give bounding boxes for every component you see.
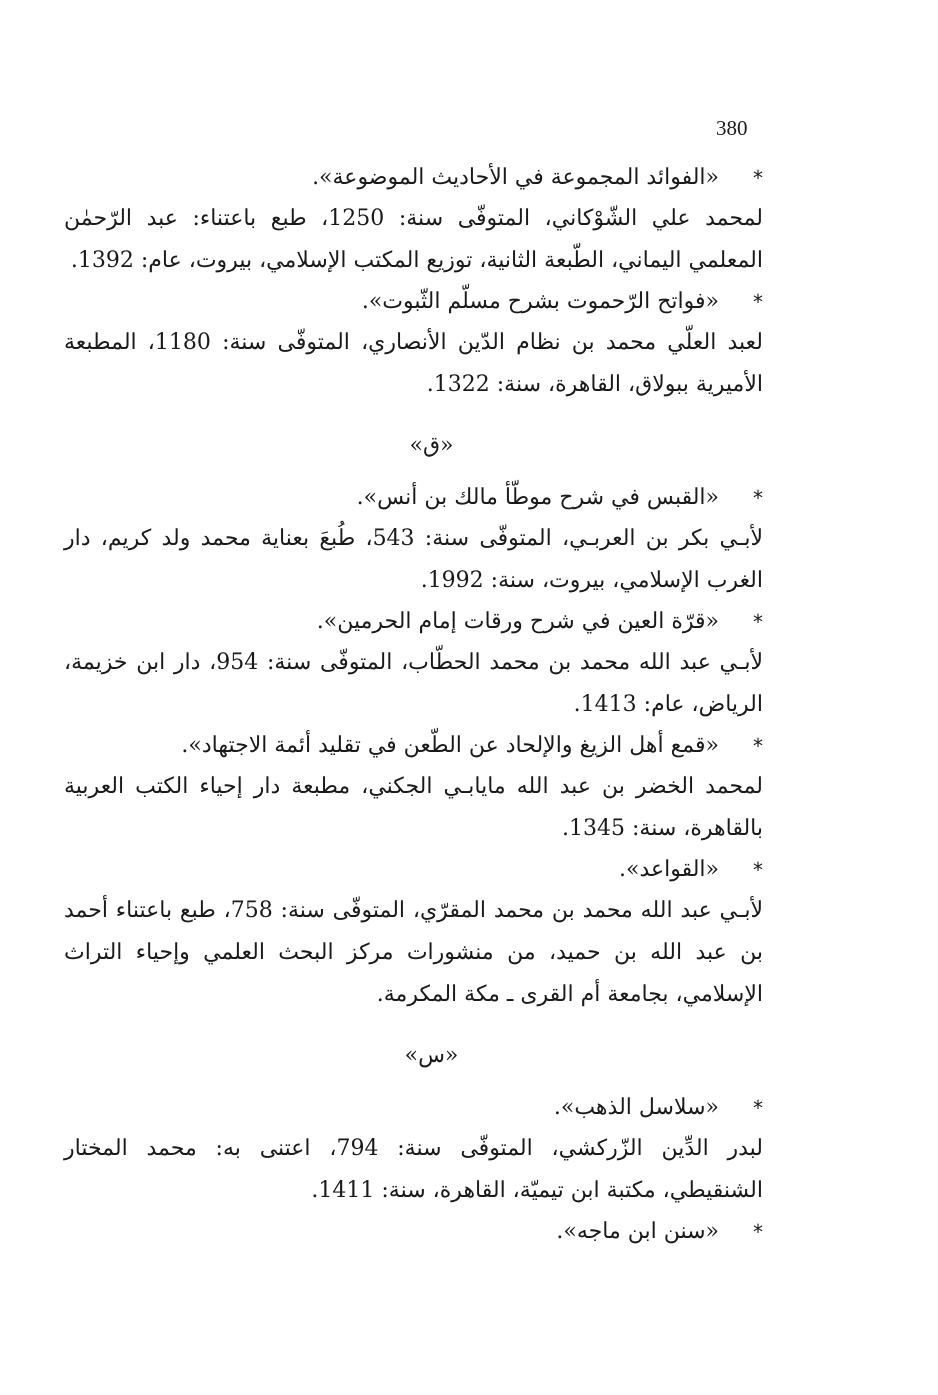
bibliography-entry bbox=[64, 1088, 763, 1212]
bibliography-entry bbox=[64, 478, 763, 602]
asterisk-bullet-icon: * bbox=[753, 734, 763, 758]
bibliography-entry bbox=[64, 602, 763, 726]
entry-title-text: «قمع أهل الزيغ والإلحاد عن الطّعن في تقليد أئمة الاجتهاد». bbox=[181, 733, 719, 758]
asterisk-bullet-icon: * bbox=[753, 1220, 763, 1244]
asterisk-bullet-icon: * bbox=[753, 1096, 763, 1120]
entry-body: لمحمد علي الشّوْكاني، المتوفّى سنة: 1250، طبع باعتناء: عبد الرّحمٰن المعلمي اليماني، الطّبعة الثانية، توزيع المكتب الإسلامي، بيروت، عام: 1392. bbox=[64, 206, 763, 273]
entry-body: لبدر الدِّين الزّركشي، المتوفّى سنة: 794، اعتنى به: محمد المختار الشنقيطي، مكتبة ابن تيميّة، القاهرة، سنة: 1411. bbox=[64, 1136, 763, 1203]
bibliography-entry bbox=[64, 850, 763, 1016]
entry-title bbox=[64, 602, 763, 642]
entry-body: لعبد العلّي محمد بن نظام الدّين الأنصاري، المتوفّى سنة: 1180، المطبعة الأميرية ببولاق، القاهرة، سنة: 1322. bbox=[64, 330, 763, 397]
asterisk-bullet-icon: * bbox=[753, 610, 763, 634]
bibliography-entry bbox=[64, 282, 763, 406]
entry-title-text: «فواتح الرّحموت بشرح مسلّم الثّبوت». bbox=[361, 289, 719, 314]
entry-title bbox=[64, 478, 763, 518]
section-heading-qaf: «ق» bbox=[409, 433, 454, 458]
entry-title bbox=[64, 158, 763, 198]
bibliography-entry bbox=[64, 726, 763, 850]
entry-title-text: «الفوائد المجموعة في الأحاديث الموضوعة». bbox=[312, 165, 719, 190]
entry-body: لأبـي عبد الله محمد بن محمد المقرّي، المتوفّى سنة: 758، طبع باعتناء أحمد بن عبد الله بن حميد، من منشورات مركز البحث العلمي وإحياء التراث الإسلامي، بجامعة أم القرى ـ مكة المكرمة. bbox=[64, 898, 763, 1007]
entry-title-text: «القبس في شرح موطّأ مالك بن أنس». bbox=[356, 485, 719, 510]
page-number: 380 bbox=[716, 116, 748, 140]
entry-title-text: «سنن ابن ماجه». bbox=[556, 1219, 719, 1244]
asterisk-bullet-icon: * bbox=[753, 486, 763, 510]
bibliography-content bbox=[64, 158, 763, 1252]
entry-title bbox=[64, 282, 763, 322]
bibliography-entry bbox=[64, 1212, 763, 1252]
asterisk-bullet-icon: * bbox=[753, 858, 763, 882]
section-heading-sin: «س» bbox=[404, 1043, 459, 1068]
entry-body: لأبـي بكر بن العربـي، المتوفّى سنة: 543، طُبعَ بعناية محمد ولد كريم، دار الغرب الإسلامي، بيروت، سنة: 1992. bbox=[64, 526, 763, 593]
entry-body: لمحمد الخضر بن عبد الله مايابـي الجكني، مطبعة دار إحياء الكتب العربية بالقاهرة، سنة: 1345. bbox=[64, 774, 763, 841]
asterisk-bullet-icon: * bbox=[753, 166, 763, 190]
entry-title bbox=[64, 726, 763, 766]
entry-title bbox=[64, 1212, 763, 1252]
bibliography-entry bbox=[64, 158, 763, 282]
asterisk-bullet-icon: * bbox=[753, 290, 763, 314]
entry-title bbox=[64, 1088, 763, 1128]
entry-title-text: «القواعد». bbox=[618, 857, 719, 882]
entry-title bbox=[64, 850, 763, 890]
entry-body: لأبـي عبد الله محمد بن محمد الحطّاب، المتوفّى سنة: 954، دار ابن خزيمة، الرياض، عام: 1413. bbox=[64, 650, 763, 717]
entry-title-text: «قرّة العين في شرح ورقات إمام الحرمين». bbox=[316, 609, 719, 634]
entry-title-text: «سلاسل الذهب». bbox=[553, 1095, 719, 1120]
